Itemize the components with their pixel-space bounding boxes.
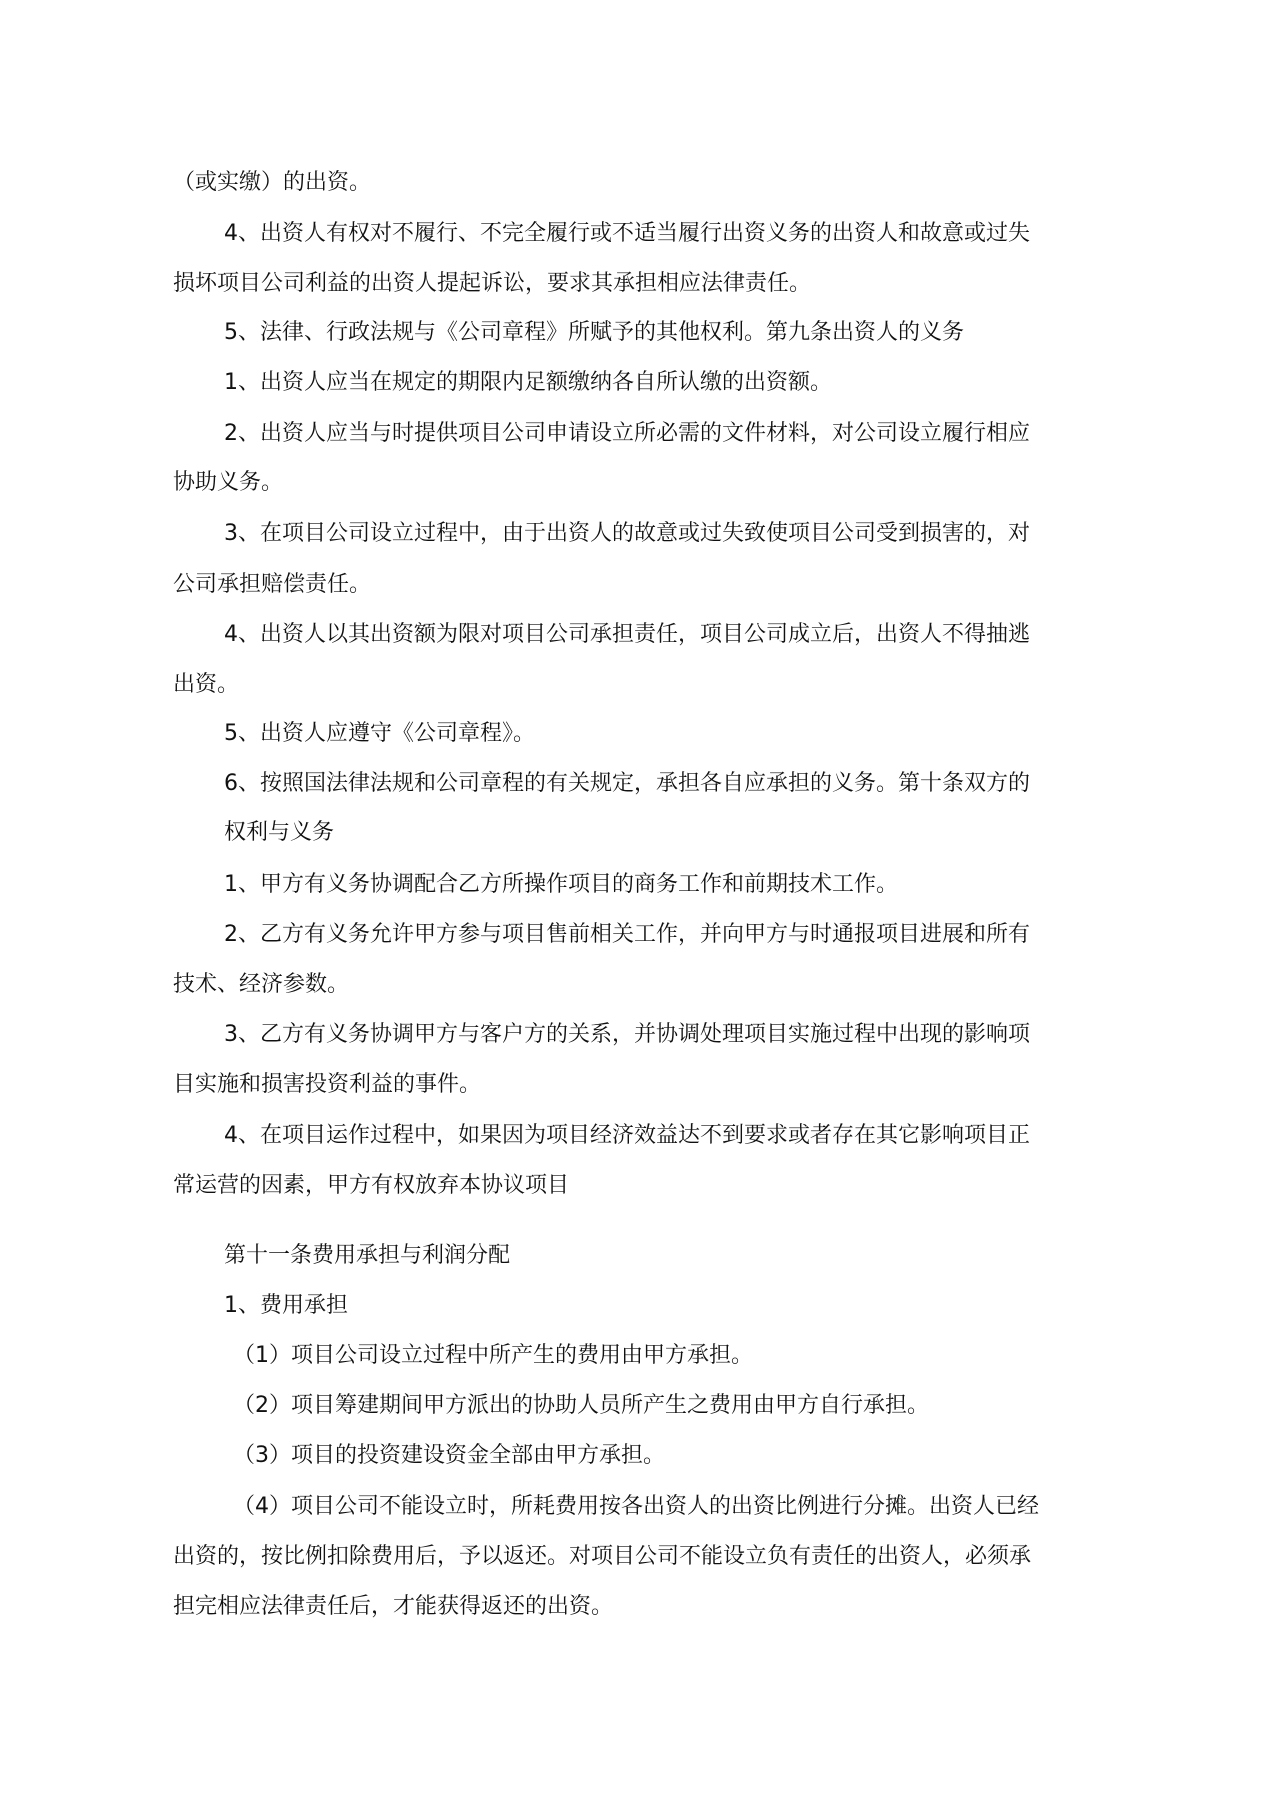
text-line: 5、法律、行政法规与《公司章程》所赋予的其他权利。第九条出资人的义务 (224, 320, 964, 345)
text-line: 3、乙方有义务协调甲方与客户方的关系，并协调处理项目实施过程中出现的影响项 (224, 1022, 1030, 1047)
section-heading: 第十一条费用承担与利润分配 (224, 1243, 511, 1268)
text-line: （4）项目公司不能设立时，所耗费用按各出资人的出资比例进行分摊。出资人已经 (233, 1494, 1039, 1519)
text-line: 目实施和损害投资利益的事件。 (173, 1072, 482, 1097)
text-line: 权利与义务 (224, 820, 335, 845)
text-line: （2）项目筹建期间甲方派出的协助人员所产生之费用由甲方自行承担。 (233, 1393, 929, 1418)
text-line: 协助义务。 (173, 470, 284, 495)
text-line: 公司承担赔偿责任。 (173, 572, 372, 597)
text-line: 4、在项目运作过程中，如果因为项目经济效益达不到要求或者存在其它影响项目正 (224, 1123, 1030, 1148)
text-line: 1、甲方有义务协调配合乙方所操作项目的商务工作和前期技术工作。 (224, 872, 898, 897)
text-line: 担完相应法律责任后，才能获得返还的出资。 (173, 1594, 614, 1619)
text-line: 1、费用承担 (224, 1293, 348, 1318)
text-line: （或实缴）的出资。 (173, 170, 372, 195)
text-line: 2、乙方有义务允许甲方参与项目售前相关工作，并向甲方与时通报项目进展和所有 (224, 922, 1030, 947)
text-line: （1）项目公司设立过程中所产生的费用由甲方承担。 (233, 1343, 753, 1368)
text-line: 常运营的因素，甲方有权放弃本协议项目 (173, 1173, 570, 1198)
text-line: 损坏项目公司利益的出资人提起诉讼，要求其承担相应法律责任。 (173, 271, 812, 296)
text-line: 3、在项目公司设立过程中，由于出资人的故意或过失致使项目公司受到损害的，对 (224, 521, 1030, 546)
text-line: 出资。 (173, 672, 240, 697)
text-line: 出资的，按比例扣除费用后，予以返还。对项目公司不能设立负有责任的出资人，必须承 (173, 1544, 1032, 1569)
text-line: 技术、经济参数。 (173, 972, 350, 997)
text-line: 4、出资人有权对不履行、不完全履行或不适当履行出资义务的出资人和故意或过失 (224, 221, 1030, 246)
text-line: 1、出资人应当在规定的期限内足额缴纳各自所认缴的出资额。 (224, 370, 832, 395)
text-line: 5、出资人应遵守《公司章程》。 (224, 721, 535, 746)
text-line: 2、出资人应当与时提供项目公司申请设立所必需的文件材料，对公司设立履行相应 (224, 421, 1030, 446)
text-line: 4、出资人以其出资额为限对项目公司承担责任，项目公司成立后，出资人不得抽逃 (224, 622, 1030, 647)
text-line: （3）项目的投资建设资金全部由甲方承担。 (233, 1443, 665, 1468)
text-line: 6、按照国法律法规和公司章程的有关规定，承担各自应承担的义务。第十条双方的 (224, 771, 1030, 796)
